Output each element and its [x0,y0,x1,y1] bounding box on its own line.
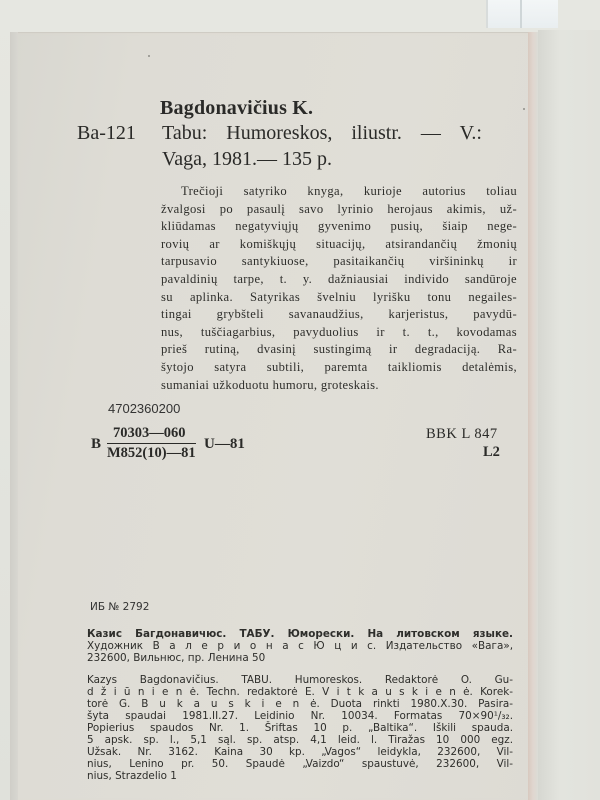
annotation-line: kliūdamas negatyviųjų gyvenimo pusių, šiaip nege- [161,219,517,234]
colophon-line: Kazys Bagdonavičius. TABU. Humoreskos. Redaktorė O. Gu- [87,674,513,686]
colophon-line: Užsak. Nr. 3162. Kaina 30 kp. „Vagos“ leidykla, 232600, Vil- [87,746,513,758]
bbk-subclass: L2 [483,444,500,460]
isbn-code: 4702360200 [108,401,181,416]
colophon-line: Popierius spaudos Nr. 1. Šriftas 10 p. „Baltika“. Iškili spauda. [87,722,513,734]
paper-speck [523,108,525,110]
title-line-1: Tabu: Humoreskos, iliustr. — V.: [162,122,482,144]
colophon-line: d ž i ū n i e n ė. Techn. redaktorė E. V i t k a u s k i e n ė. Korek- [87,686,513,698]
annotation-line: šytojo satyra subtili, paremta taikliomis detalėmis, [161,359,517,374]
publication-code-fraction [107,425,196,462]
colophon-line: torė G. B u k a u s k i e n ė. Duota rinkti 1980.X.30. Pasira- [87,698,513,710]
colophon-line: 5 apsk. sp. l., 5,1 sąl. sp. atsp. 4,1 leid. l. Tiražas 10 000 egz. [87,734,513,746]
code-suffix: U—81 [204,436,245,452]
colophon-line: nius, Lenino pr. 50. Spaudė „Vaizdo“ spaustuvė, 232600, Vil- [87,758,513,770]
bbk-classification: BBK L 847 [426,426,498,442]
annotation-line: nus, tuščiagarbius, pavyduolius ir t. t., kovodamas [161,324,517,339]
annotation-line: Trečioji satyriko knyga, kurioje autorius toliau [181,184,517,198]
colophon-line: 232600, Вильнюс, пр. Ленина 50 [87,652,266,664]
facing-page [538,30,600,800]
page-gutter [10,32,18,800]
paper-speck [148,55,150,57]
colophon-line: nius, Strazdelio 1 [87,770,177,782]
page-edge [528,32,538,800]
colophon-line: šyta spaudai 1981.II.27. Leidinio Nr. 10034. Formatas 70×90¹/₃₂. [87,710,513,722]
annotation-line: tarpusavio santykiuose, pasitaikančių viršininkų ir [161,254,517,269]
annotation-paragraph [161,183,517,394]
fraction-denominator: M852(10)—81 [107,445,196,461]
colophon-russian [87,628,513,664]
ib-number: ИБ № 2792 [90,601,150,613]
annotation-line: žvalgosi po pasaulį savo lyrinio herojaus akimis, už- [161,201,517,216]
annotation-line: tingai grybšteli savanaudžius, karjeristus, pavydū- [161,307,517,322]
colophon-line: Художник В а л е р и о н а с Ю ц и с. Издательство «Вага», [87,640,513,652]
author-name: Bagdonavičius K. [160,97,314,119]
annotation-line: rovių ar komiškųjų situacijų, atsirandančių žmonių [161,236,517,251]
fraction-numerator: 70303—060 [107,425,196,444]
annotation-line: su aplinka. Satyrikas švelniu lyrišku tonu negailes- [161,289,517,304]
annotation-line: pavaldinių tarpe, t. y. dažniausiai individo sandūroje [161,271,517,286]
title-line-2: Vaga, 1981.— 135 p. [162,148,332,170]
call-number: Ba-121 [77,122,136,144]
colophon-lithuanian [87,674,513,782]
colophon-line: Казис Багдонавичюс. ТАБУ. Юморески. На литовском языке. [87,628,513,640]
annotation-line: sumaniai užkoduotu humoru, groteskais. [161,377,379,392]
code-prefix: B [91,436,102,452]
annotation-line: prieš rutiną, dvasinį sustingimą ir degradaciją. Ra- [161,342,517,357]
window-reflection [486,0,558,28]
